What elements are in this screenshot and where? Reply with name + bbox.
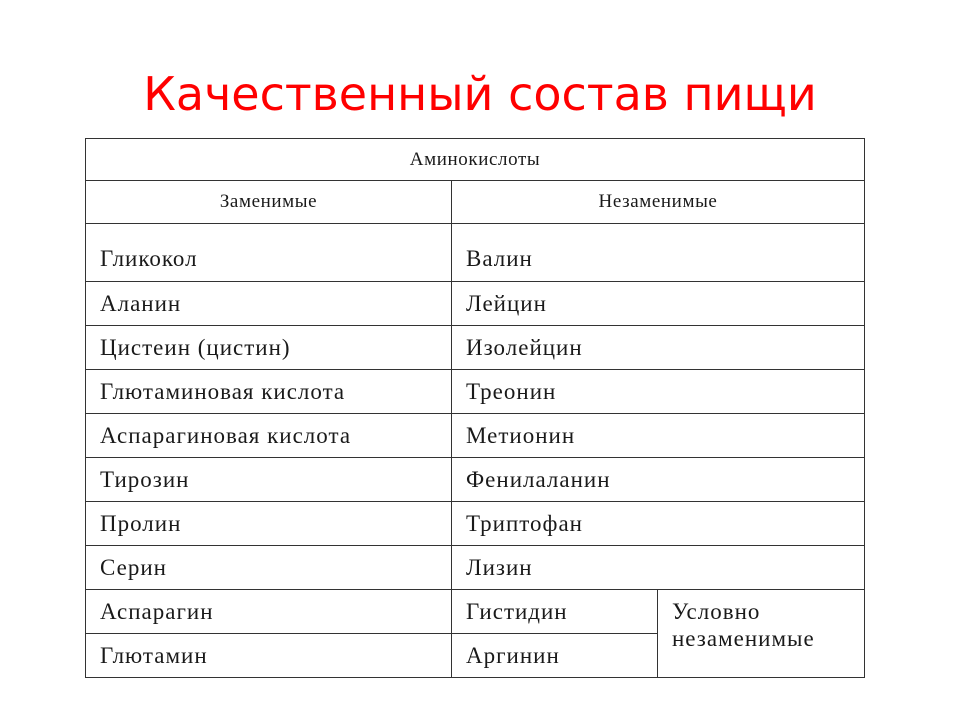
replaceable-cell: Цистеин (цистин) xyxy=(86,326,452,370)
table-row xyxy=(86,502,865,546)
replaceable-cell: Глютамин xyxy=(86,634,452,678)
table-row xyxy=(86,546,865,590)
amino-acids-table xyxy=(85,138,865,678)
replaceable-cell: Серин xyxy=(86,546,452,590)
essential-cell: Лизин xyxy=(452,546,865,590)
replaceable-cell: Тирозин xyxy=(86,458,452,502)
table-header-row xyxy=(86,139,865,181)
conditional-label-line1: Условно xyxy=(672,599,761,624)
essential-cell: Лейцин xyxy=(452,282,865,326)
table-row xyxy=(86,458,865,502)
table-header-amino-acids: Аминокислоты xyxy=(86,139,865,181)
replaceable-cell: Гликокол xyxy=(86,224,452,282)
replaceable-cell: Глютаминовая кислота xyxy=(86,370,452,414)
table-row xyxy=(86,282,865,326)
essential-cell: Фенилаланин xyxy=(452,458,865,502)
replaceable-cell: Аланин xyxy=(86,282,452,326)
essential-cell: Аргинин xyxy=(452,634,658,678)
table-row xyxy=(86,414,865,458)
replaceable-cell: Аспарагин xyxy=(86,590,452,634)
slide-title: Качественный состав пищи xyxy=(143,67,817,121)
replaceable-cell: Пролин xyxy=(86,502,452,546)
table-row xyxy=(86,590,865,634)
column-header-essential: Незаменимые xyxy=(452,181,865,224)
essential-cell: Гистидин xyxy=(452,590,658,634)
conditionally-essential-note xyxy=(658,590,865,678)
essential-cell: Триптофан xyxy=(452,502,865,546)
table-row xyxy=(86,326,865,370)
essential-cell: Треонин xyxy=(452,370,865,414)
column-header-replaceable: Заменимые xyxy=(86,181,452,224)
essential-cell: Валин xyxy=(452,224,865,282)
table-row xyxy=(86,224,865,282)
essential-cell: Метионин xyxy=(452,414,865,458)
table-row xyxy=(86,370,865,414)
replaceable-cell: Аспарагиновая кислота xyxy=(86,414,452,458)
table-subheader-row xyxy=(86,181,865,224)
conditional-label-line2: незаменимые xyxy=(672,626,815,651)
essential-cell: Изолейцин xyxy=(452,326,865,370)
